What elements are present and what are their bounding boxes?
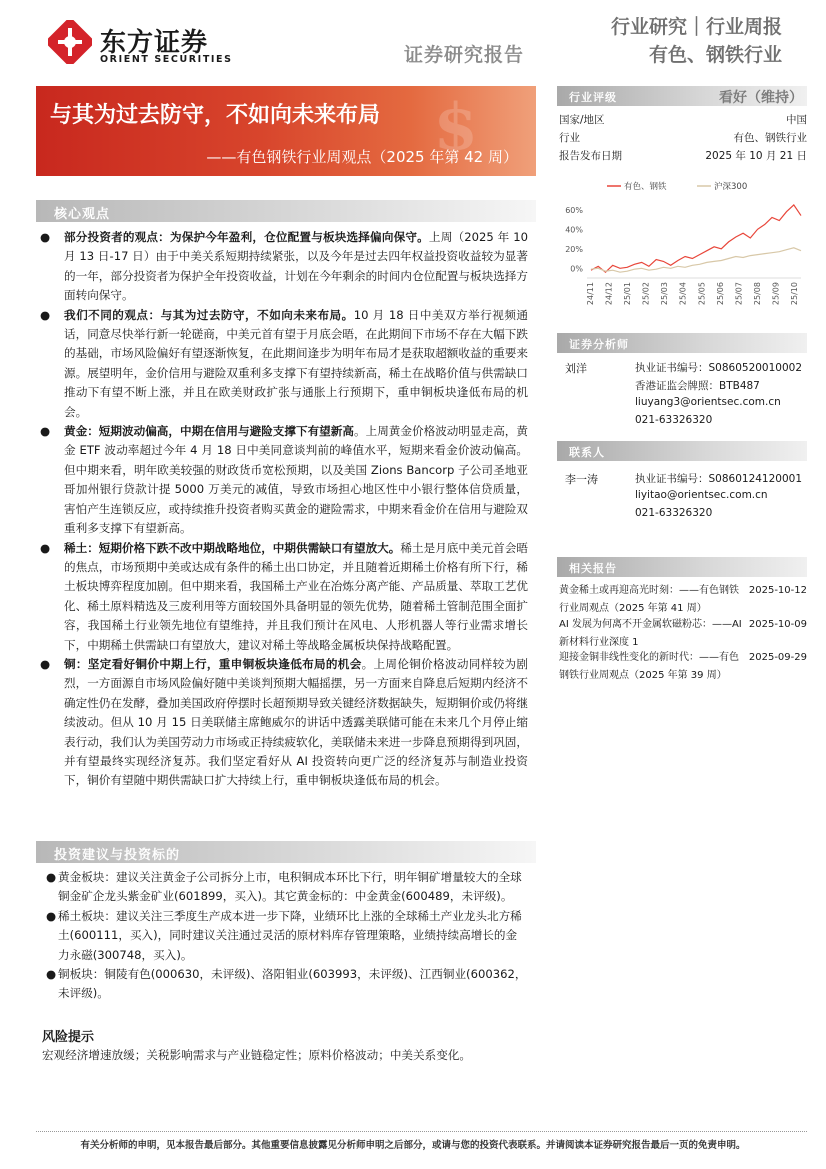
info-key: 行业 [559, 132, 580, 144]
bullet-icon: ● [40, 540, 51, 555]
analyst-header: 证券分析师 [569, 338, 629, 351]
related-title: 迎接金铜非线性变化的新时代：——有色 [559, 652, 739, 663]
core-view-item [38, 306, 528, 422]
related-title-cont: 钢铁行业周观点（2025 年第 39 周） [559, 670, 727, 681]
contact-header: 联系人 [569, 446, 605, 459]
y-tick-label: 60% [565, 205, 583, 215]
y-tick-label: 40% [565, 225, 583, 235]
legend-label: 有色、钢铁 [624, 182, 667, 192]
core-view-heading: 铜：坚定看好铜价中期上行，重申铜板块逢低布局的机会 [64, 656, 362, 671]
investment-text: 黄金板块：建议关注黄金子公司拆分上市，电积铜成本环比下行，明年铜矿增量较大的全球铜金矿企龙头紫金矿业(601899，买入)。其它黄金标的：中金黄金(600489，未评级)。 [58, 870, 522, 904]
contact-bar [557, 441, 807, 461]
bullet-icon: ● [40, 307, 51, 322]
x-tick-label: 25/08 [752, 282, 762, 306]
related-item[interactable] [557, 649, 807, 685]
x-tick-label: 25/02 [641, 282, 651, 306]
core-view-heading: 稀土：短期价格下跌不改中期战略地位，中期供需缺口有望放大。 [64, 540, 401, 555]
info-value: 2025 年 10 月 21 日 [705, 150, 807, 162]
x-tick-label: 25/01 [623, 282, 633, 306]
footer-divider [36, 1131, 807, 1132]
analyst-hk-license: 香港证监会牌照：BTB487 [635, 380, 760, 392]
rating-label: 行业评级 [569, 91, 617, 104]
core-view-item [38, 539, 528, 655]
logo-en-text: ORIENT SECURITIES [100, 54, 233, 65]
analyst-block [557, 360, 807, 430]
info-key: 国家/地区 [559, 114, 605, 126]
analyst-bar [557, 333, 807, 353]
report-subtitle: ——有色钢铁行业周观点（2025 年第 42 周） [206, 148, 518, 166]
investment-text: 稀土板块：建议关注三季度生产成本进一步下降，业绩环比上涨的全球稀土产业龙头北方稀土(600111，买入)，同时建议关注通过灵活的原材料库存管理策略，业绩持续高增长的金力永磁(300748，买入)。 [58, 908, 522, 962]
analyst-phone: 021-63326320 [635, 414, 713, 426]
investment-bar [36, 841, 536, 863]
bullet-icon: ● [40, 230, 51, 244]
logo-mark-icon [48, 20, 92, 64]
legend-label: 沪深300 [714, 182, 748, 192]
analyst-cert: 执业证书编号：S0860520010002 [635, 362, 803, 374]
info-value: 中国 [786, 114, 807, 126]
x-tick-label: 25/04 [678, 282, 688, 306]
y-tick-label: 20% [565, 244, 583, 254]
report-title: 与其为过去防守，不如向未来布局 [50, 103, 381, 128]
analyst-email: liuyang3@orientsec.com.cn [635, 396, 781, 408]
related-bar [557, 557, 807, 577]
core-view-text: 。上周黄金价格波动明显走高，黄金 ETF 波动率超过今年 4 月 18 日中美同意谈判前的峰值水平，短期来看金价波动偏高。但中期来看，明年欧美较强的财政货币宽松预期，以及美国 Zions Bancorp 子公司圣地亚哥加州银行贷款计提 5000 万美元的减值，导致市场担心地区性中小银行整体信贷质量，害怕产生连锁反应，或持续推升投资者购买黄金的避险需求，中期来看金价在信用与避险双重利多支撑下有望新高。 [64, 424, 528, 536]
core-view-text: 上周（2025 年 10 月 13 日-17 日）由于中美关系短期持续紧张，以及今年是过去四年权益投资收益较为显著的一年，部分投资者为保护全年投资收益，计划在今年剩余的时间内仓位配置与板块选择方面转向保守。 [64, 230, 528, 303]
series-line [591, 205, 801, 272]
investment-header: 投资建议与投资标的 [54, 848, 181, 863]
x-tick-label: 25/09 [771, 282, 781, 306]
report-type: 证券研究报告 [404, 44, 525, 66]
related-title: 黄金稀土或再迎高光时刻：——有色钢铁 [559, 585, 739, 596]
info-value: 有色、钢铁行业 [733, 132, 807, 144]
x-tick-label: 25/07 [734, 282, 744, 306]
x-tick-label: 25/05 [697, 282, 707, 306]
x-tick-label: 25/06 [715, 282, 725, 306]
logo-cn-text: 东方证券 [100, 28, 209, 58]
core-view-heading: 黄金：短期波动偏高，中期在信用与避险支撑下有望新高 [64, 424, 354, 439]
bullet-icon: ● [46, 908, 57, 923]
bullet-icon: ● [46, 967, 57, 982]
y-tick-label: 0% [570, 264, 583, 274]
investment-text: 铜板块：铜陵有色(000630，未评级)、洛阳钼业(603993，未评级)、江西铜业(600362，未评级)。 [58, 967, 527, 1001]
info-row [557, 130, 807, 146]
core-view-text: 稀土是月底中美元首会晤的焦点，市场预期中美或达成有条件的稀土出口协定，并且随着近期稀土价格有所下行，稀土板块博弈程度加剧。但中期来看，我国稀土产业在冶炼分离产能、产品质量、萃取工艺优化、稀土原料精选及三废利用等方面较国外具备明显的领先优势，随着稀土管制范围全面扩容，我国稀土行业领先地位有望维持，并且我们预计在风电、人形机器人等行业需求增长下，中期稀土供需缺口有望放大，建议对稀土等战略金属板块保持战略配置。 [64, 540, 528, 652]
contact-name: 李一涛 [565, 473, 598, 486]
bullet-icon: ● [40, 656, 51, 671]
core-view-item [38, 228, 528, 306]
related-item[interactable] [557, 616, 807, 652]
core-views-header: 核心观点 [54, 207, 111, 222]
report-category: 行业研究｜行业周报 [610, 16, 782, 38]
core-view-item [38, 655, 528, 791]
info-row [557, 112, 807, 128]
related-date: 2025-09-29 [748, 652, 807, 663]
contact-block [557, 471, 807, 531]
rating-value: 看好（维持） [719, 90, 803, 106]
footer-disclaimer: 有关分析师的申明，见本报告最后部分。其他重要信息披露见分析师申明之后部分，或请与您的投资代表联系。并请阅读本证券研究报告最后一页的免责申明。 [80, 1140, 746, 1151]
related-title: AI 发展为何离不开金属软磁粉芯：——AI [559, 619, 742, 630]
core-view-text: 10 月 18 日中美双方举行视频通话，同意尽快举行新一轮磋商，中美元首有望于月底会晤，在此期间下市场不存在大幅下跌的基础，市场风险偏好有望逐渐恢复，在此期间逢步为明年布局才是获取超额收益的重要来源。展望明年，金价信用与避险双重利多支撑下有望持续新高，稀土在战略价值与供需缺口推动下有望不断上涨，并且在欧美财政扩张与通胀上行预期下，重申铜板块逢低布局的机会。 [64, 307, 528, 419]
risk-title: 风险提示 [42, 1030, 95, 1045]
performance-chart [557, 176, 807, 314]
bullet-icon: ● [40, 424, 51, 439]
risk-text: 宏观经济增速放缓；关税影响需求与产业链稳定性；原料价格波动；中美关系变化。 [42, 1048, 471, 1062]
investment-list [46, 868, 528, 1004]
company-logo [48, 20, 233, 66]
related-title-cont: 行业周观点（2025 年第 41 周） [559, 603, 707, 614]
related-date: 2025-10-12 [748, 585, 807, 596]
title-banner [36, 86, 536, 176]
related-date: 2025-10-09 [748, 619, 807, 630]
investment-item [46, 868, 528, 907]
contact-cert: 执业证书编号：S0860124120001 [635, 473, 803, 485]
x-tick-label: 25/03 [660, 282, 670, 306]
core-view-item [38, 422, 528, 538]
investment-item [46, 965, 528, 1004]
contact-phone: 021-63326320 [635, 507, 713, 519]
analyst-name: 刘洋 [565, 362, 587, 375]
core-views-list [38, 228, 528, 791]
core-view-heading: 我们不同的观点：与其为过去防守，不如向未来布局。 [64, 307, 354, 322]
rating-bar [557, 86, 807, 106]
core-views-bar [36, 200, 536, 222]
contact-email: liyitao@orientsec.com.cn [635, 489, 768, 501]
x-tick-label: 25/10 [790, 282, 799, 306]
core-view-heading: 部分投资者的观点：为保护今年盈利，仓位配置与板块选择偏向保守。 [64, 230, 429, 244]
core-view-text: 。上周伦铜价格波动同样较为剧烈，一方面源自市场风险偏好随中美谈判预期大幅摇摆，另一方面来自降息后短期内经济不确定性仍在发酵，叠加美国政府停摆时长超预期导致关键经济数据缺失，短期铜价或仍将继续波动。但从 10 月 15 日美联储主席鲍威尔的讲话中透露美联储可能在未来几个月停止缩表行动，我们认为美国劳动力市场或正持续疲软化，美联储未来进一步降息预期得到巩固，并有望最终实现经济复苏。我们坚定看好从 AI 投资转向更广泛的经济复苏与制造业投资下，铜价有望随中期供需缺口扩大持续上行，重申铜板块逢低布局的机会。 [64, 656, 528, 788]
x-tick-label: 24/12 [604, 282, 614, 306]
related-item[interactable] [557, 582, 807, 618]
info-key: 报告发布日期 [559, 150, 622, 162]
bullet-icon: ● [46, 870, 57, 884]
related-header: 相关报告 [569, 562, 617, 575]
report-industry: 有色、钢铁行业 [648, 44, 782, 66]
investment-item [46, 907, 528, 965]
related-title-cont: 新材料行业深度 1 [559, 637, 639, 648]
x-tick-label: 24/11 [586, 282, 595, 306]
banner-decoration: $ [433, 90, 478, 165]
info-row [557, 148, 807, 164]
